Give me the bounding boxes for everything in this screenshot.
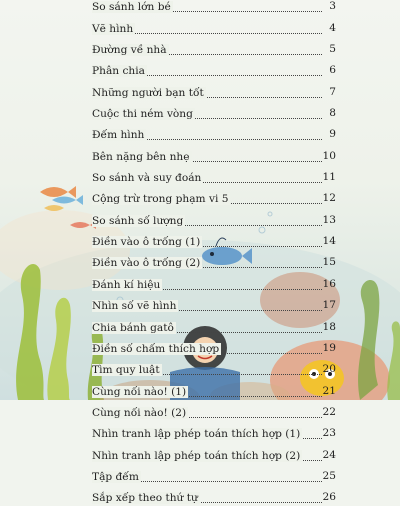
toc-entry-page-number: 25: [322, 469, 336, 482]
toc-entry-page-number: 22: [322, 405, 336, 418]
toc-entry-title: Điền số chấm thích hợp: [92, 342, 220, 355]
toc-entry-page-number: 21: [322, 384, 336, 397]
toc-entry[interactable]: [92, 357, 336, 378]
toc-entry-page-number: 26: [322, 491, 336, 504]
toc-entry-title: Đánh kí hiệu: [92, 278, 161, 291]
toc-entry[interactable]: [92, 442, 336, 463]
toc-entry-page-number: 5: [329, 43, 336, 56]
toc-entry-page-number: 18: [322, 320, 336, 333]
toc-entry-title: Cuộc thi ném vòng: [92, 108, 193, 121]
toc-entry[interactable]: [92, 314, 336, 335]
toc-entry[interactable]: [92, 37, 336, 58]
toc-entry-title: Đường về nhà: [92, 44, 167, 57]
toc-entry-title: Tìm quy luật: [92, 364, 160, 377]
toc-entry-title: Vẽ hình: [92, 22, 134, 35]
toc-entry[interactable]: [92, 122, 336, 143]
toc-entry-title: Cộng trừ trong phạm vi 5: [92, 193, 229, 206]
toc-entry-page-number: 9: [329, 128, 336, 141]
toc-entry-title: So sánh lớn bé: [92, 1, 171, 14]
toc-entry[interactable]: [92, 186, 336, 207]
toc-entry[interactable]: [92, 293, 336, 314]
toc-entry[interactable]: [92, 421, 336, 442]
toc-entry-page-number: 14: [322, 235, 336, 248]
toc-entry-title: Nhìn tranh lập phép toán thích hợp (2): [92, 449, 301, 462]
toc-entry[interactable]: [92, 378, 336, 399]
toc-entry-page-number: 19: [322, 341, 336, 354]
toc-entry-title: Phân chia: [92, 65, 145, 78]
toc-entry-title: Sắp xếp theo thứ tự: [92, 492, 198, 505]
toc-entry[interactable]: [92, 229, 336, 250]
toc-entry-page-number: 13: [322, 213, 336, 226]
toc-entry[interactable]: [92, 207, 336, 228]
toc-entry-page-number: 3: [329, 0, 336, 13]
toc-entry[interactable]: [92, 464, 336, 485]
toc-entry-title: So sánh số lượng: [92, 214, 184, 227]
toc-entry-page-number: 20: [322, 363, 336, 376]
toc-entry-title: Đếm hình: [92, 129, 145, 142]
toc-entry[interactable]: [92, 400, 336, 421]
toc-entry-page-number: 15: [322, 256, 336, 269]
toc-entry-page-number: 23: [322, 427, 336, 440]
toc-entry-title: Tập đếm: [92, 470, 139, 483]
toc-entry[interactable]: [92, 101, 336, 122]
toc-entry-page-number: 8: [329, 107, 336, 120]
toc-entry-page-number: 7: [329, 85, 336, 98]
toc-entry[interactable]: [92, 143, 336, 164]
toc-entry[interactable]: [92, 250, 336, 271]
toc-entry-title: Nhìn số vẽ hình: [92, 300, 177, 313]
toc-entry-title: Chia bánh gatô: [92, 321, 174, 334]
toc-entry-title: Điền vào ô trống (1): [92, 236, 201, 249]
toc-entry-page-number: 16: [322, 277, 336, 290]
toc-entry[interactable]: [92, 336, 336, 357]
toc-entry-title: Bên nặng bên nhẹ: [92, 150, 190, 163]
toc-entry-title: Những người bạn tốt: [92, 86, 204, 99]
toc-entry-title: So sánh và suy đoán: [92, 172, 202, 185]
toc-entry-page-number: 6: [329, 64, 336, 77]
toc-entry-page-number: 17: [322, 299, 336, 312]
toc-entry-title: Cùng nối nào! (2): [92, 406, 187, 419]
toc-entry-title: Nhìn tranh lập phép toán thích hợp (1): [92, 428, 301, 441]
toc-entry[interactable]: [92, 15, 336, 36]
toc-entry-page-number: 11: [322, 171, 336, 184]
toc-entry[interactable]: [92, 271, 336, 292]
toc-entry[interactable]: [92, 165, 336, 186]
table-of-contents: [92, 0, 336, 506]
toc-entry-page-number: 12: [322, 192, 336, 205]
toc-entry[interactable]: [92, 58, 336, 79]
toc-entry-page-number: 4: [329, 21, 336, 34]
toc-entry[interactable]: [92, 79, 336, 100]
toc-entry-page-number: 10: [322, 149, 336, 162]
toc-entry[interactable]: [92, 485, 336, 506]
toc-entry[interactable]: [92, 0, 336, 15]
toc-entry-title: Cùng nối nào! (1): [92, 385, 187, 398]
toc-entry-page-number: 24: [322, 448, 336, 461]
toc-entry-title: Điền vào ô trống (2): [92, 257, 201, 270]
